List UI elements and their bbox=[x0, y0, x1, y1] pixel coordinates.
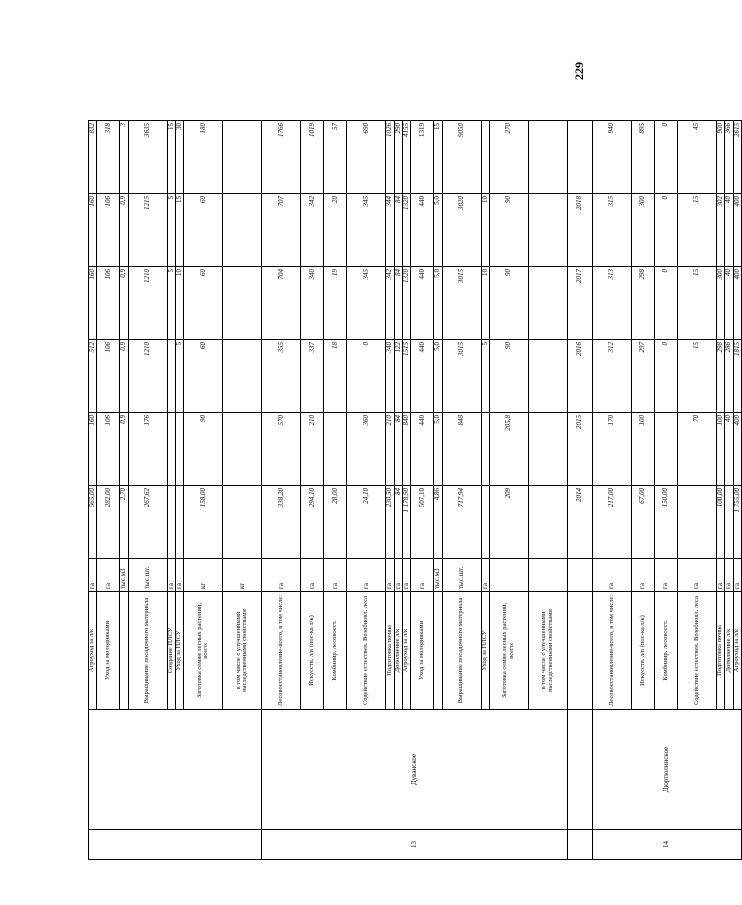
value-cell bbox=[223, 267, 262, 340]
value-cell: 209 bbox=[490, 486, 529, 559]
value-cell: 24,10 bbox=[347, 486, 386, 559]
value-cell: 84 bbox=[394, 194, 402, 267]
value-cell: 15 bbox=[678, 194, 717, 267]
unit-cell: га bbox=[593, 559, 632, 592]
activity-name: Содействие естествен. Возобновл. леса bbox=[678, 592, 717, 710]
value-cell bbox=[655, 413, 678, 486]
unit-cell: га bbox=[386, 559, 394, 592]
value-cell: 440 bbox=[411, 340, 434, 413]
activity-name: в том числе с улучшенными наследственными свойствами bbox=[223, 592, 262, 710]
value-cell bbox=[481, 413, 489, 486]
activity-name: Искусств. л/в (пос-ка л/к) bbox=[301, 592, 324, 710]
value-cell bbox=[529, 267, 568, 340]
empty-cell bbox=[568, 592, 593, 710]
unit-cell: га bbox=[167, 559, 175, 592]
value-cell: 19 bbox=[324, 267, 347, 340]
unit-cell: га bbox=[411, 559, 434, 592]
value-cell: 170 bbox=[593, 413, 632, 486]
value-cell: 3015 bbox=[442, 340, 481, 413]
value-cell bbox=[176, 413, 184, 486]
value-cell: 70 bbox=[678, 413, 717, 486]
value-cell bbox=[481, 486, 489, 559]
empty-cell bbox=[568, 710, 593, 830]
value-cell: 340 bbox=[301, 267, 324, 340]
value-cell: 106 bbox=[97, 413, 120, 486]
unit-cell bbox=[529, 559, 568, 592]
value-cell: 290 bbox=[394, 121, 402, 194]
unit-cell: тыс.м3 bbox=[434, 559, 442, 592]
value-cell: 342 bbox=[386, 267, 394, 340]
value-cell: 217,00 bbox=[593, 486, 632, 559]
unit-cell: га bbox=[176, 559, 184, 592]
value-cell: 298 bbox=[632, 267, 655, 340]
unit-cell: га bbox=[717, 559, 725, 592]
group-number: 13 bbox=[262, 830, 568, 860]
unit-cell: га bbox=[481, 559, 489, 592]
value-cell: 20 bbox=[324, 194, 347, 267]
unit-cell: га bbox=[632, 559, 655, 592]
value-cell: 0,9 bbox=[120, 340, 128, 413]
activity-name: Выращивание посадочного материала bbox=[442, 592, 481, 710]
value-cell: 4155 bbox=[403, 121, 411, 194]
value-cell: 158,00 bbox=[184, 486, 223, 559]
value-cell: 507,10 bbox=[411, 486, 434, 559]
value-cell: 84 bbox=[394, 267, 402, 340]
forestry-name bbox=[89, 710, 262, 830]
activity-name: Уход за молодняками bbox=[97, 592, 120, 710]
value-cell: 704 bbox=[262, 267, 301, 340]
value-cell: 338,20 bbox=[262, 486, 301, 559]
table-row bbox=[262, 121, 301, 860]
activity-name bbox=[434, 592, 442, 710]
value-cell: 282,00 bbox=[97, 486, 120, 559]
value-cell: 707 bbox=[262, 194, 301, 267]
value-cell: 9050 bbox=[442, 121, 481, 194]
value-cell: 366 bbox=[725, 121, 733, 194]
value-cell: 100 bbox=[717, 413, 725, 486]
forestry-data-table bbox=[88, 120, 742, 860]
value-cell: 0 bbox=[347, 340, 386, 413]
value-cell: 0,9 bbox=[120, 413, 128, 486]
value-cell: 286 bbox=[725, 340, 733, 413]
value-cell: 15 bbox=[434, 121, 442, 194]
value-cell: 10 bbox=[481, 194, 489, 267]
activity-name: Уход за ПЛСУ bbox=[176, 592, 184, 710]
activity-name: в том числе с улучшенными наследственными свойствами bbox=[529, 592, 568, 710]
unit-cell: га bbox=[89, 559, 97, 592]
value-cell: 345 bbox=[347, 267, 386, 340]
activity-name: Комбинир. лесовосст. bbox=[655, 592, 678, 710]
value-cell: 337 bbox=[301, 340, 324, 413]
value-cell: 100,00 bbox=[717, 486, 725, 559]
value-cell: 400 bbox=[733, 194, 741, 267]
value-cell: 895 bbox=[632, 121, 655, 194]
value-cell: 60 bbox=[184, 194, 223, 267]
value-cell bbox=[324, 413, 347, 486]
value-cell: 160 bbox=[89, 194, 97, 267]
value-cell: 45 bbox=[678, 121, 717, 194]
unit-cell: га bbox=[347, 559, 386, 592]
unit-cell: кг bbox=[184, 559, 223, 592]
value-cell: 1515 bbox=[403, 340, 411, 413]
activity-name: Комбинир. лесовосст. bbox=[324, 592, 347, 710]
value-cell: 0,9 bbox=[120, 194, 128, 267]
value-cell: 5 bbox=[167, 194, 175, 267]
activity-name: Агроуход за л/к bbox=[733, 592, 741, 710]
value-cell bbox=[223, 413, 262, 486]
value-cell: 90 bbox=[490, 194, 529, 267]
value-cell: 300 bbox=[717, 267, 725, 340]
activity-name: Искусств. л/в (пос-ка л/к) bbox=[632, 592, 655, 710]
unit-cell: га bbox=[262, 559, 301, 592]
value-cell: 400 bbox=[733, 267, 741, 340]
activity-name: Подготовка почвы bbox=[717, 592, 725, 710]
year-header-cell: 2017 bbox=[568, 267, 593, 340]
value-cell: 570 bbox=[262, 413, 301, 486]
unit-cell: га bbox=[655, 559, 678, 592]
value-cell: 0,9 bbox=[120, 267, 128, 340]
activity-name: Заготовка семян лесных растений, всего: bbox=[490, 592, 529, 710]
value-cell: 5,0 bbox=[434, 413, 442, 486]
activity-name: Лесовосстановление-всего, в том числе: bbox=[262, 592, 301, 710]
value-cell: 294,10 bbox=[301, 486, 324, 559]
year-header-cell: 2014 bbox=[568, 486, 593, 559]
value-cell: 57 bbox=[324, 121, 347, 194]
value-cell: 1210 bbox=[128, 340, 167, 413]
unit-cell: га bbox=[403, 559, 411, 592]
unit-cell bbox=[490, 559, 529, 592]
value-cell: 360 bbox=[347, 413, 386, 486]
value-cell: 690 bbox=[347, 121, 386, 194]
value-cell: 840 bbox=[403, 413, 411, 486]
value-cell: 150,00 bbox=[655, 486, 678, 559]
value-cell bbox=[223, 340, 262, 413]
activity-name bbox=[120, 592, 128, 710]
activity-name: Агроуход за л/к bbox=[403, 592, 411, 710]
value-cell bbox=[529, 486, 568, 559]
value-cell: 3635 bbox=[128, 121, 167, 194]
value-cell: 10 bbox=[176, 267, 184, 340]
year-header-cell: 2016 bbox=[568, 340, 593, 413]
value-cell: 1319 bbox=[411, 121, 434, 194]
table-body bbox=[89, 121, 742, 860]
value-cell: 18 bbox=[324, 340, 347, 413]
activity-name: Создание ПЛСУ bbox=[167, 592, 175, 710]
unit-cell: га bbox=[725, 559, 733, 592]
value-cell: 848 bbox=[442, 413, 481, 486]
value-cell bbox=[678, 486, 717, 559]
value-cell: 67,00 bbox=[632, 486, 655, 559]
value-cell: 0 bbox=[655, 194, 678, 267]
value-cell: 122 bbox=[394, 340, 402, 413]
forestry-name: Дуванское bbox=[262, 710, 568, 830]
group-number bbox=[89, 830, 262, 860]
value-cell: 3020 bbox=[442, 194, 481, 267]
value-cell bbox=[167, 340, 175, 413]
value-cell: 1 755,00 bbox=[733, 486, 741, 559]
value-cell: 15 bbox=[678, 340, 717, 413]
value-cell: 1320 bbox=[403, 267, 411, 340]
unit-cell: га bbox=[394, 559, 402, 592]
unit-cell: га bbox=[678, 559, 717, 592]
value-cell: 205,8 bbox=[490, 413, 529, 486]
value-cell: 900 bbox=[717, 121, 725, 194]
value-cell: 344 bbox=[386, 194, 394, 267]
unit-cell: га bbox=[301, 559, 324, 592]
value-cell bbox=[529, 121, 568, 194]
value-cell: 440 bbox=[411, 194, 434, 267]
value-cell: 60 bbox=[184, 340, 223, 413]
value-cell: 1815 bbox=[733, 340, 741, 413]
activity-name: Дополнение л/к bbox=[394, 592, 402, 710]
empty-cell bbox=[568, 559, 593, 592]
value-cell: 512 bbox=[89, 340, 97, 413]
value-cell: 1215 bbox=[128, 194, 167, 267]
rotated-table-container bbox=[88, 120, 741, 860]
activity-name: Дополнение л/к bbox=[725, 592, 733, 710]
value-cell: 160 bbox=[89, 413, 97, 486]
activity-name: Лесовосстановление-всего, в том числе: bbox=[593, 592, 632, 710]
value-cell: 15 bbox=[176, 194, 184, 267]
value-cell bbox=[223, 486, 262, 559]
value-cell: 5 bbox=[167, 267, 175, 340]
year-header-cell: 2015 bbox=[568, 413, 593, 486]
activity-name: Агроуход за л/к bbox=[89, 592, 97, 710]
value-cell: 90 bbox=[184, 413, 223, 486]
value-cell: 84 bbox=[394, 486, 402, 559]
value-cell: 300 bbox=[632, 194, 655, 267]
value-cell bbox=[529, 194, 568, 267]
value-cell bbox=[223, 121, 262, 194]
value-cell: 180 bbox=[184, 121, 223, 194]
year-header-cell bbox=[568, 121, 593, 194]
value-cell bbox=[176, 486, 184, 559]
value-cell: 30 bbox=[176, 121, 184, 194]
value-cell: 1210 bbox=[128, 267, 167, 340]
value-cell bbox=[223, 194, 262, 267]
value-cell: 5,0 bbox=[434, 194, 442, 267]
value-cell: 717,94 bbox=[442, 486, 481, 559]
activity-name: Уход за ПЛСУ bbox=[481, 592, 489, 710]
value-cell: 160 bbox=[89, 267, 97, 340]
value-cell: 40 bbox=[725, 194, 733, 267]
value-cell: 400 bbox=[733, 413, 741, 486]
value-cell: 315 bbox=[593, 194, 632, 267]
value-cell: 10 bbox=[481, 267, 489, 340]
value-cell bbox=[167, 486, 175, 559]
empty-cell bbox=[568, 830, 593, 860]
activity-name: Выращивание посадочного материала bbox=[128, 592, 167, 710]
value-cell: 5 bbox=[176, 340, 184, 413]
value-cell: 0 bbox=[655, 340, 678, 413]
value-cell: 940 bbox=[593, 121, 632, 194]
value-cell: 20,00 bbox=[324, 486, 347, 559]
table-row bbox=[89, 121, 97, 860]
value-cell: 210 bbox=[386, 413, 394, 486]
year-header-cell: 2018 bbox=[568, 194, 593, 267]
value-cell: 4,86 bbox=[434, 486, 442, 559]
value-cell: 297 bbox=[632, 340, 655, 413]
unit-cell: га bbox=[97, 559, 120, 592]
activity-name: Содействие естествен. Возобновл. леса bbox=[347, 592, 386, 710]
value-cell: 0 bbox=[655, 267, 678, 340]
value-cell: 106 bbox=[97, 267, 120, 340]
unit-cell: тыс.м3 bbox=[120, 559, 128, 592]
value-cell: 106 bbox=[97, 194, 120, 267]
value-cell: 84 bbox=[394, 413, 402, 486]
forestry-name: Дюртюлинское bbox=[593, 710, 742, 830]
value-cell: 230,50 bbox=[386, 486, 394, 559]
unit-cell: кг bbox=[223, 559, 262, 592]
value-cell: 106 bbox=[97, 340, 120, 413]
value-cell: 345 bbox=[347, 194, 386, 267]
value-cell: 298 bbox=[717, 340, 725, 413]
value-cell: 5,0 bbox=[434, 340, 442, 413]
value-cell: 100 bbox=[632, 413, 655, 486]
activity-name: Подготовка почвы bbox=[386, 592, 394, 710]
value-cell: 267,62 bbox=[128, 486, 167, 559]
value-cell: 15 bbox=[167, 121, 175, 194]
table-row bbox=[593, 121, 632, 860]
value-cell: 342 bbox=[301, 194, 324, 267]
value-cell: 2,70 bbox=[120, 486, 128, 559]
activity-name: Заготовка семян лесных растений, всего: bbox=[184, 592, 223, 710]
value-cell: 1026 bbox=[386, 121, 394, 194]
activity-name: Уход за молодняками bbox=[411, 592, 434, 710]
year-header-row bbox=[568, 121, 593, 860]
value-cell: 15 bbox=[678, 267, 717, 340]
value-cell: 440 bbox=[411, 267, 434, 340]
page-number: 229 bbox=[572, 62, 586, 80]
value-cell: 210 bbox=[301, 413, 324, 486]
value-cell bbox=[481, 121, 489, 194]
value-cell: 832 bbox=[89, 121, 97, 194]
value-cell: 270 bbox=[490, 121, 529, 194]
value-cell bbox=[529, 340, 568, 413]
unit-cell: тыс.шт. bbox=[442, 559, 481, 592]
value-cell: 355 bbox=[262, 340, 301, 413]
value-cell: 3 bbox=[120, 121, 128, 194]
value-cell: 40 bbox=[725, 267, 733, 340]
value-cell: 312 bbox=[593, 340, 632, 413]
value-cell: 302 bbox=[717, 194, 725, 267]
value-cell: 5,0 bbox=[434, 267, 442, 340]
unit-cell: тыс.шт. bbox=[128, 559, 167, 592]
value-cell: 90 bbox=[490, 340, 529, 413]
unit-cell: га bbox=[324, 559, 347, 592]
value-cell: 318 bbox=[97, 121, 120, 194]
value-cell: 1766 bbox=[262, 121, 301, 194]
value-cell bbox=[167, 413, 175, 486]
value-cell: 40 bbox=[725, 413, 733, 486]
value-cell: 1019 bbox=[301, 121, 324, 194]
value-cell: 176 bbox=[128, 413, 167, 486]
value-cell bbox=[529, 413, 568, 486]
group-number: 14 bbox=[593, 830, 742, 860]
unit-cell: га bbox=[733, 559, 741, 592]
value-cell: 565,00 bbox=[89, 486, 97, 559]
value-cell: 5 bbox=[481, 340, 489, 413]
value-cell: 313 bbox=[593, 267, 632, 340]
value-cell: 440 bbox=[411, 413, 434, 486]
value-cell: 60 bbox=[184, 267, 223, 340]
value-cell: 90 bbox=[490, 267, 529, 340]
value-cell: 3015 bbox=[442, 267, 481, 340]
value-cell: 2615 bbox=[733, 121, 741, 194]
value-cell: 0 bbox=[655, 121, 678, 194]
value-cell: 1320 bbox=[403, 194, 411, 267]
value-cell: 340 bbox=[386, 340, 394, 413]
value-cell: 1 178,90 bbox=[403, 486, 411, 559]
